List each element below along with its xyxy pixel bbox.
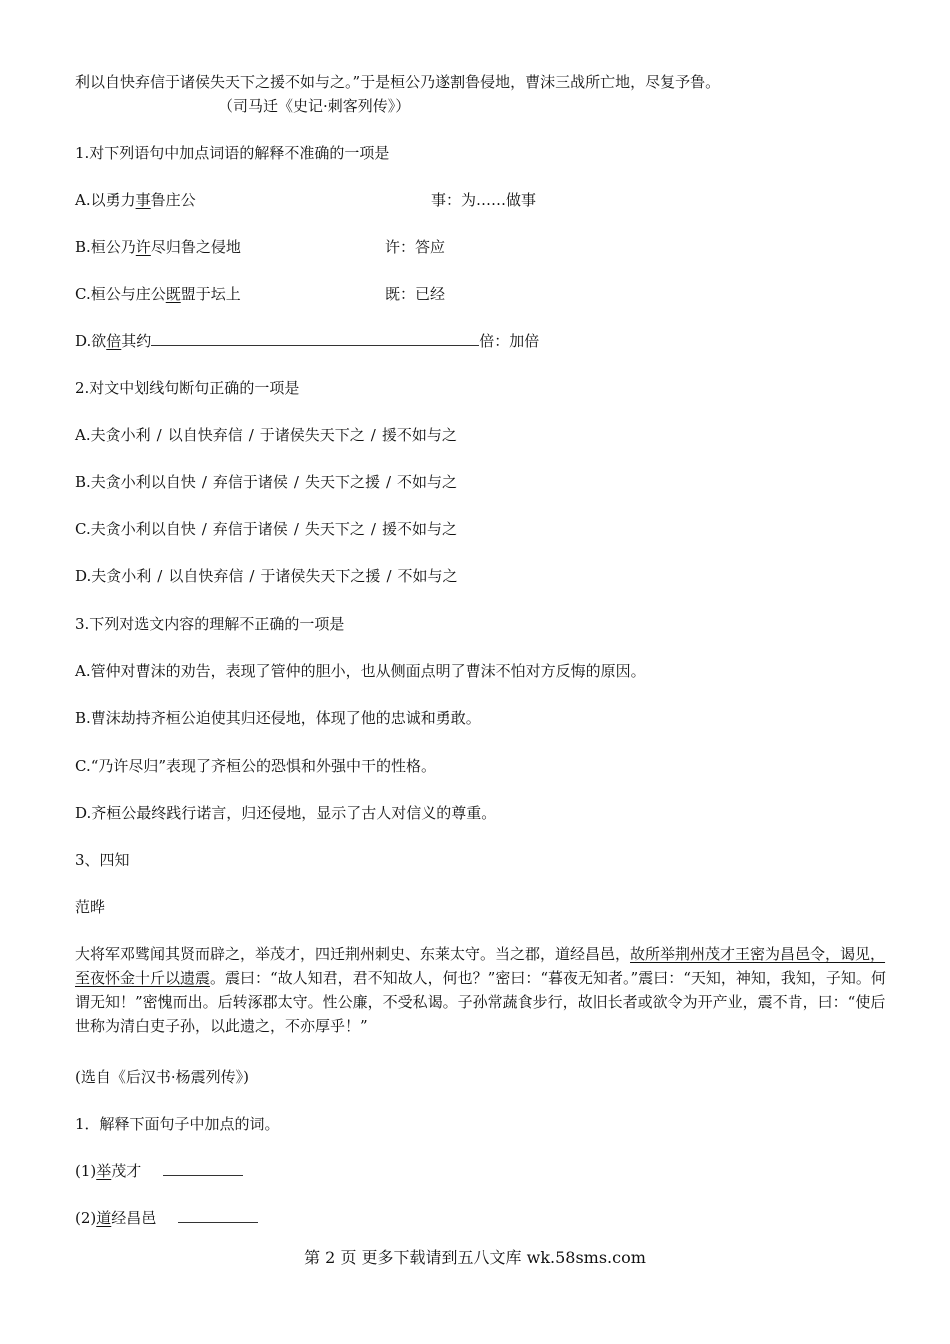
author: 范晔 xyxy=(75,898,106,916)
answer-blank-line xyxy=(163,1161,243,1176)
q1-gloss-b: 许：答应 xyxy=(385,238,446,256)
dotted-word: 既 xyxy=(165,285,181,303)
q1-option-d xyxy=(75,331,539,351)
segment: 不如与之 xyxy=(397,473,458,491)
underlined-sentence: 故所举荆州茂才王密为昌邑令， xyxy=(630,945,841,963)
option-letter: C. xyxy=(75,520,91,538)
q2-option-b: B.夫贪小利以自快 / 弃信于诸侯 / 失天下之援 / 不如与之 xyxy=(75,473,458,491)
segment: 于诸侯失天下之 xyxy=(259,426,365,444)
passage-source: (选自《后汉书·杨震列传》) xyxy=(75,1068,249,1086)
q2-option-c: C.夫贪小利以自快 / 弃信于诸侯 / 失天下之 / 援不如与之 xyxy=(75,520,457,538)
option-text: 盟于坛上 xyxy=(180,285,241,303)
item-text: 经昌邑 xyxy=(111,1209,157,1227)
q3-option-a: A.管仲对曹沫的劝告，表现了管仲的胆小，也从侧面点明了曹沫不怕对方反悔的原因。 xyxy=(75,662,646,680)
segment: 夫贪小利以自快 xyxy=(90,473,196,491)
q1-stem: 1.对下列语句中加点词语的解释不准确的一项是 xyxy=(75,144,390,162)
option-text: 其约 xyxy=(121,332,152,350)
option-gloss: 倍：加倍 xyxy=(479,332,540,350)
segment: 夫贪小利 xyxy=(91,567,152,585)
option-text: 尽归鲁之侵地 xyxy=(150,238,241,256)
segment: 弃信于诸侯 xyxy=(212,520,288,538)
option-text: C.桓公与庄公 xyxy=(75,285,166,303)
q2-stem: 2.对文中划线句断句正确的一项是 xyxy=(75,379,300,397)
q1-gloss-c: 既：已经 xyxy=(385,285,446,303)
option-text: D.欲 xyxy=(75,332,107,350)
page-footer: 第 2 页 更多下载请到五八文库 wk.58sms.com xyxy=(304,1248,646,1267)
q1-gloss-a: 事：为……做事 xyxy=(431,191,537,209)
segment: 失天下之援 xyxy=(304,473,380,491)
answer-blank-line xyxy=(178,1208,258,1223)
option-text: B.桓公乃 xyxy=(75,238,136,256)
q2-option-d: D.夫贪小利 / 以自快弃信 / 于诸侯失天下之援 / 不如与之 xyxy=(75,567,458,585)
answer-blank-line xyxy=(151,331,479,346)
segment: 以自快弃信 xyxy=(167,426,243,444)
segment: 弃信于诸侯 xyxy=(212,473,288,491)
q3-option-c: C.“乃许尽归”表现了齐桓公的恐惧和外强中干的性格。 xyxy=(75,757,437,775)
dotted-word: 事 xyxy=(135,191,151,209)
option-letter: D. xyxy=(75,567,92,585)
item-text: 茂才 xyxy=(111,1162,142,1180)
intro-line: 利以自快弃信于诸侯失天下之援不如与之。”于是桓公乃遂割鲁侵地，曹沫三战所亡地，尽复予鲁。 xyxy=(75,73,721,91)
option-letter: A. xyxy=(75,426,91,444)
intro-source: （司马迁《史记·刺客列传》） xyxy=(218,97,411,115)
dotted-word: 举 xyxy=(96,1162,112,1180)
q3-option-d: D.齐桓公最终践行诺言，归还侵地，显示了古人对信义的尊重。 xyxy=(75,804,497,822)
section-title: 3、四知 xyxy=(75,851,130,869)
segment: 夫贪小利 xyxy=(90,426,151,444)
dotted-word: 倍 xyxy=(106,332,122,350)
option-text: A.以勇力 xyxy=(75,191,136,209)
option-letter: B. xyxy=(75,473,91,491)
q2-option-a: A.夫贪小利 / 以自快弃信 / 于诸侯失天下之 / 援不如与之 xyxy=(75,426,457,444)
q3-stem: 3.下列对选文内容的理解不正确的一项是 xyxy=(75,615,345,633)
passage-text: 大将军邓骘闻其贤而辟之，举茂才，四迁荆州刺史、东莱太守。当之郡，道经昌邑， xyxy=(75,945,631,963)
segment: 援不如与之 xyxy=(381,520,457,538)
sq1-stem: 1．解释下面句子中加点的词。 xyxy=(75,1115,280,1133)
q1-option-b xyxy=(75,237,241,257)
q1-option-c xyxy=(75,284,241,304)
underlined-sentence: 谒见，至夜怀金十斤以遗震 xyxy=(75,945,886,987)
dotted-word: 道 xyxy=(96,1209,112,1227)
option-text: 鲁庄公 xyxy=(150,191,196,209)
q3-option-b: B.曹沫劫持齐桓公迫使其归还侵地，体现了他的忠诚和勇敢。 xyxy=(75,709,481,727)
dotted-word: 许 xyxy=(135,238,151,256)
passage-paragraph xyxy=(75,942,887,1038)
sq1-item-2 xyxy=(75,1208,258,1228)
q1-option-a xyxy=(75,190,196,210)
segment: 援不如与之 xyxy=(381,426,457,444)
segment: 以自快弃信 xyxy=(168,567,244,585)
segment: 夫贪小利以自快 xyxy=(90,520,196,538)
passage-text: 。震曰：“故人知君，君不知故人，何也？”密曰：“暮夜无知者。”震曰：“天知，神知，我知，子知。何谓无知！”密愧而出。后转涿郡太守。性公廉，不受私谒。子孙常蔬食步行，故旧长者或欲令为开产业，震不肯，曰：“使后世称为清白吏子孙，以此遗之，不亦厚乎！” xyxy=(75,969,886,1035)
item-number: (2) xyxy=(75,1209,97,1227)
segment: 于诸侯失天下之援 xyxy=(260,567,381,585)
item-number: (1) xyxy=(75,1162,97,1180)
segment: 不如与之 xyxy=(397,567,458,585)
sq1-item-1 xyxy=(75,1161,243,1181)
segment: 失天下之 xyxy=(304,520,365,538)
